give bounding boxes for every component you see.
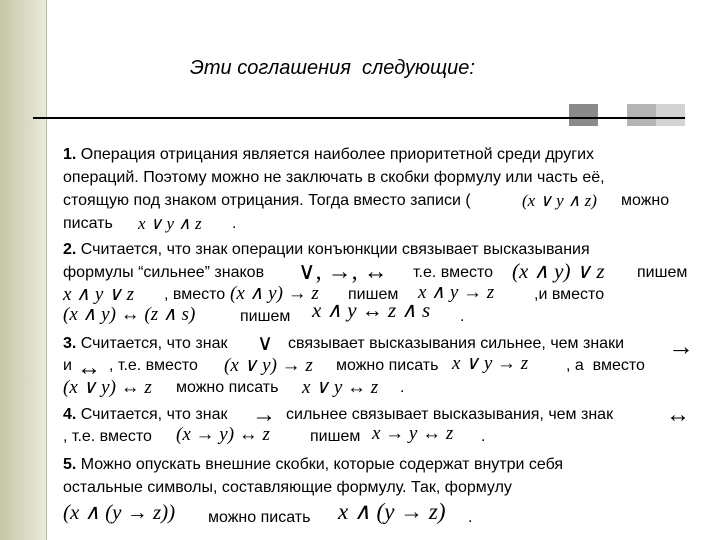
rule-5-number: 5. — [63, 456, 77, 473]
rule-2-text-pishem-1: пишем — [637, 264, 688, 281]
formula-1b: x ∨ y ∧ z — [138, 214, 202, 233]
rule-3-text-2: связывает высказывания сильнее, чем знаки — [288, 335, 625, 352]
formula-4a: (x → y) ↔ z — [176, 424, 270, 445]
formula-3a: (x ∨ y) → z — [224, 355, 313, 376]
left-decorative-band — [0, 0, 47, 540]
title-divider — [33, 117, 685, 119]
decorative-color-block — [540, 104, 685, 126]
rule-5-period: . — [468, 509, 473, 526]
rule-3-text-i: и — [63, 357, 72, 374]
rule-2-period: . — [460, 308, 465, 325]
formula-3b: x ∨ y → z — [452, 353, 529, 374]
rule-3-text-mozhno-pisat-2: можно писать — [176, 379, 279, 396]
rule-4-period: . — [481, 428, 486, 445]
or-symbol-rule-3: ∨ — [257, 330, 274, 355]
rule-3-period: . — [400, 379, 405, 396]
formula-5a: (x ∧ (y → z)) — [63, 500, 176, 524]
rule-3-number: 3. — [63, 335, 77, 352]
formula-3c: (x ∨ y) ↔ z — [63, 377, 152, 398]
right-arrow-rule-4: → — [252, 402, 276, 428]
formula-2f: x ∧ y ↔ z ∧ s — [312, 298, 431, 322]
rule-5-text-1: Можно опускать внешние скобки, которые содержат внутри себя — [80, 456, 564, 473]
rule-2-text-pishem-2: пишем — [348, 286, 399, 303]
formula-3d: x ∨ y ↔ z — [302, 377, 379, 398]
rule-4-text-pishem: пишем — [310, 428, 361, 445]
right-arrow-rule-3: → — [668, 332, 694, 361]
rule-1-text-mozhno: можно — [621, 192, 670, 209]
rule-3-text-a-vmesto: , а вместо — [566, 357, 645, 374]
formula-2a: (x ∧ y) ∨ z — [512, 259, 605, 283]
rule-1-period: . — [232, 215, 237, 232]
rule-2-text-vmesto-1: , вместо — [164, 286, 226, 303]
rule-3-text-1: Считается, что знак — [80, 335, 228, 352]
rule-2-line-2: формулы “сильнее” знаков — [63, 264, 265, 281]
rule-2-text-te-vmesto: т.е. вместо — [413, 264, 494, 281]
formula-1a: (x ∨ y ∧ z) — [522, 191, 597, 210]
rule-3-line-1 — [63, 334, 227, 353]
rule-4-text-2: сильнее связывает высказывания, чем знак — [286, 406, 614, 423]
rule-2-line-1 — [63, 240, 590, 259]
formula-2d: x ∧ y → z — [418, 282, 495, 303]
rule-1-text-pisat: писать — [63, 215, 113, 232]
rule-1-line-1 — [63, 145, 594, 164]
formula-2e: (x ∧ y) ↔ (z ∧ s) — [63, 304, 196, 325]
rule-4-text-1: Считается, что знак — [80, 406, 228, 423]
left-right-arrow-rule-3: ↔ — [77, 355, 101, 381]
formula-5b: x ∧ (y → z) — [338, 499, 446, 524]
formula-2-operators: ∨, →, ↔ — [298, 259, 388, 285]
formula-2c: (x ∧ y) → z — [230, 283, 319, 304]
rule-5-line-1 — [63, 455, 563, 474]
formula-4b: x → y ↔ z — [372, 423, 454, 444]
left-right-arrow-rule-4: ↔ — [666, 402, 690, 428]
rule-2-number: 2. — [63, 241, 77, 258]
rule-5-text-mozhno-pisat: можно писать — [208, 509, 311, 526]
rule-2-text-i-vmesto: ,и вместо — [534, 286, 605, 303]
formula-2b: x ∧ y ∨ z — [63, 284, 135, 305]
rule-2-text-1: Считается, что знак операции конъюнкции связывает высказывания — [80, 241, 590, 258]
rule-1-line-3: стоящую под знаком отрицания. Тогда вместо записи ( — [63, 192, 471, 209]
rule-4-text-te-vmesto: , т.е. вместо — [63, 428, 152, 445]
rule-1-line-2: операций. Поэтому можно не заключать в скобки формулу или часть её, — [63, 169, 605, 186]
rule-1-text-1: Операция отрицания является наиболее приоритетной среди других — [80, 146, 595, 163]
rule-3-text-te-vmesto: , т.е. вместо — [109, 357, 198, 374]
rule-3-text-mozhno-pisat-1: можно писать — [336, 357, 439, 374]
rule-4-number: 4. — [63, 406, 77, 423]
rule-2-text-pishem-3: пишем — [240, 308, 291, 325]
rule-1-number: 1. — [63, 146, 77, 163]
rule-5-line-2: остальные символы, составляющие формулу. Так, формулу — [63, 479, 512, 496]
slide-title: Эти соглашения следующие: — [190, 57, 475, 79]
rule-4-line-1 — [63, 405, 227, 424]
